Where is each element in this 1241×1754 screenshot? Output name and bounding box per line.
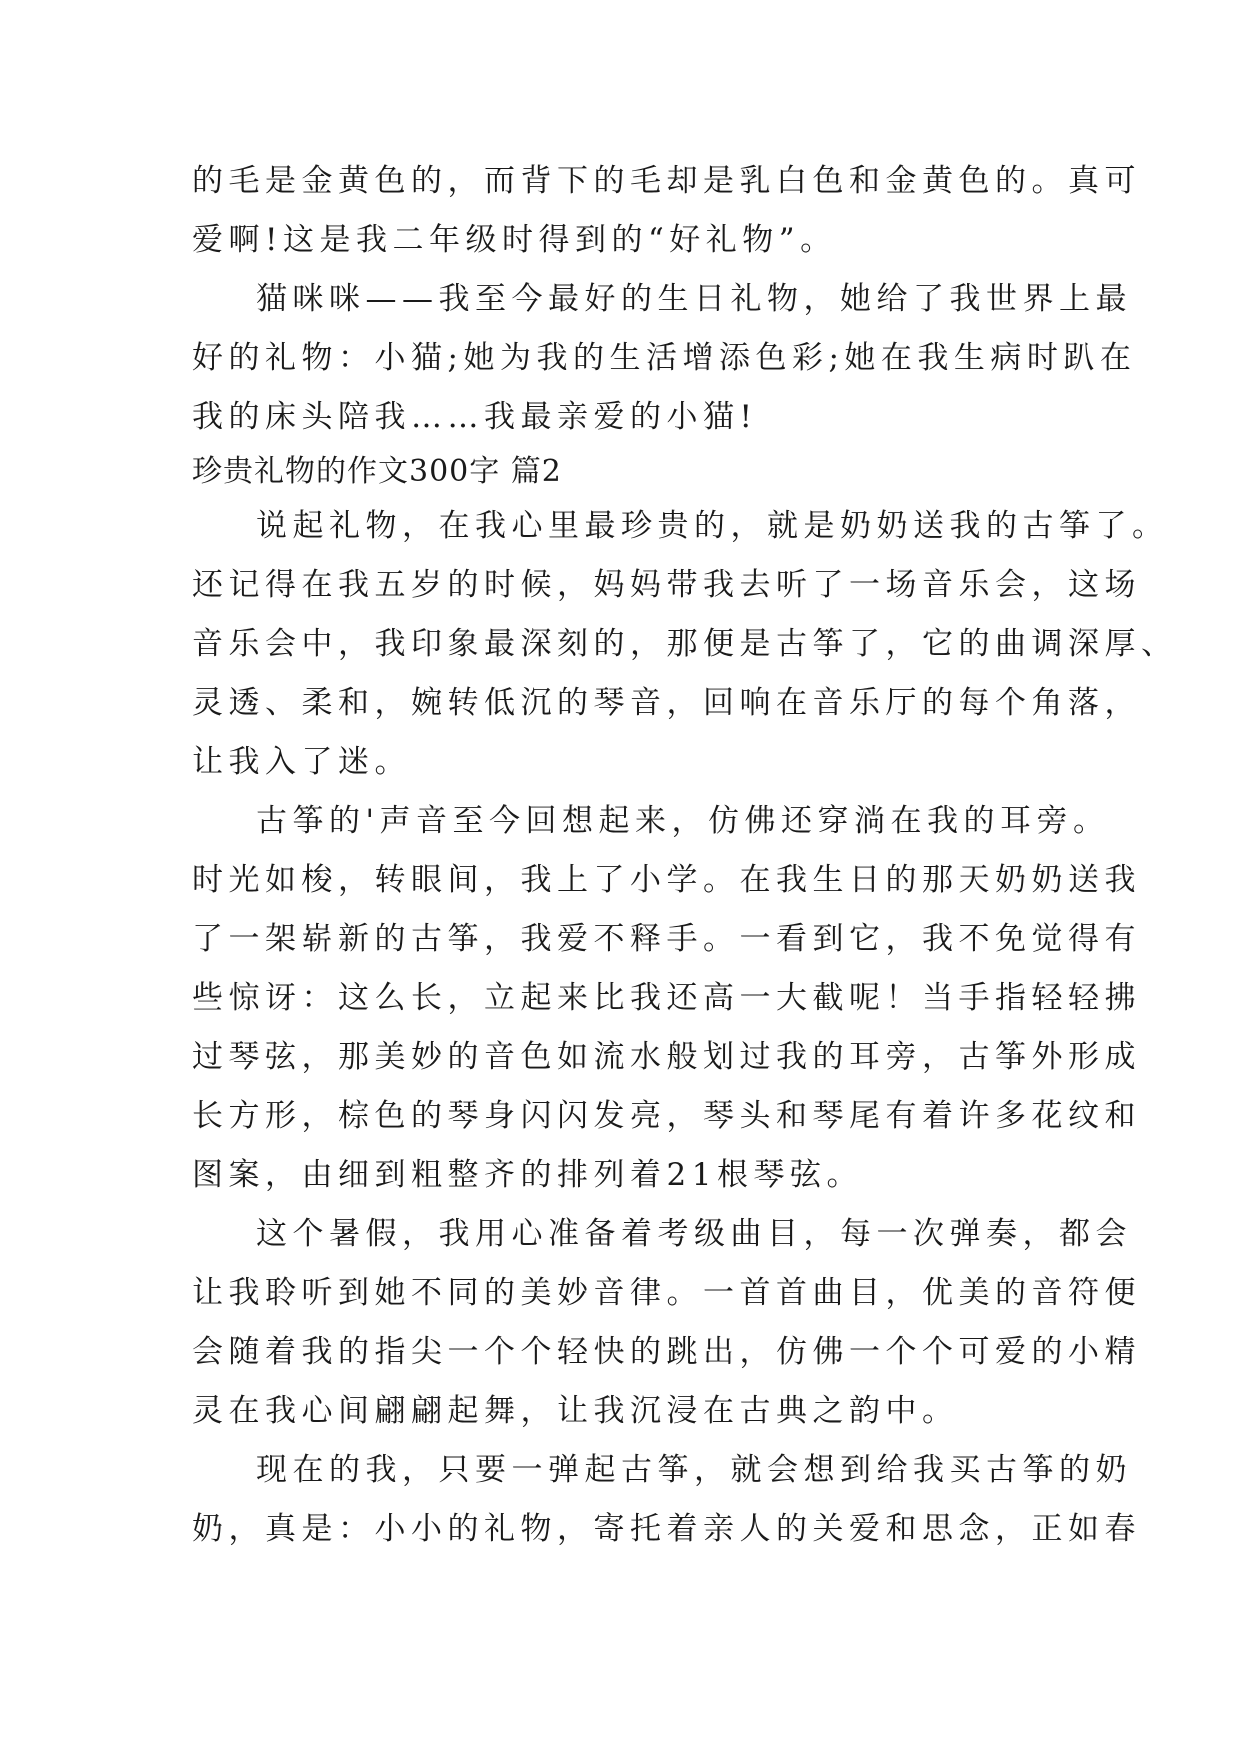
text-line: 灵透、柔和，婉转低沉的琴音，回响在音乐厅的每个角落，	[192, 685, 1141, 721]
paragraph-2	[192, 270, 1137, 447]
text-line: 让我聆听到她不同的美妙音律。一首首曲目，优美的音符便	[192, 1275, 1141, 1311]
document-body	[192, 152, 1178, 1559]
text-line: 好的礼物：小猫;她为我的生活增添色彩;她在我生病时趴在	[192, 340, 1137, 376]
paragraph-5	[192, 1205, 1141, 1441]
text-line: 说起礼物，在我心里最珍贵的，就是奶奶送我的古筝了。	[256, 508, 1169, 544]
section-heading: 珍贵礼物的作文300字 篇2	[192, 454, 562, 489]
text-line: 长方形，棕色的琴身闪闪发亮，琴头和琴尾有着许多花纹和	[192, 1098, 1141, 1134]
text-line: 灵在我心间翩翩起舞，让我沉浸在古典之韵中。	[192, 1393, 959, 1429]
text-line: 时光如梭，转眼间，我上了小学。在我生日的那天奶奶送我	[192, 862, 1141, 898]
text-line: 让我入了迷。	[192, 744, 411, 780]
text-line: 奶，真是：小小的礼物，寄托着亲人的关爱和思念，正如春	[192, 1511, 1141, 1547]
text-line: 古筝的'声音至今回想起来，仿佛还穿淌在我的耳旁。	[256, 803, 1110, 839]
paragraph-4	[192, 792, 1141, 1205]
paragraph-6	[192, 1441, 1141, 1559]
text-line: 的毛是金黄色的，而背下的毛却是乳白色和金黄色的。真可	[192, 163, 1141, 199]
text-line: 图案，由细到粗整齐的排列着21根琴弦。	[192, 1157, 863, 1193]
text-line: 爱啊!这是我二年级时得到的“好礼物”。	[192, 222, 837, 258]
text-line: 些惊讶：这么长，立起来比我还高一大截呢！当手指轻轻拂	[192, 980, 1141, 1016]
text-line: 现在的我，只要一弹起古筝，就会想到给我买古筝的奶	[256, 1452, 1132, 1488]
text-line: 这个暑假，我用心准备着考级曲目，每一次弹奏，都会	[256, 1216, 1132, 1252]
text-line: 还记得在我五岁的时候，妈妈带我去听了一场音乐会，这场	[192, 567, 1141, 603]
paragraph-3	[192, 497, 1178, 792]
text-line: 了一架崭新的古筝，我爱不释手。一看到它，我不免觉得有	[192, 921, 1141, 957]
paragraph-1	[192, 152, 1141, 270]
text-line: 猫咪咪——我至今最好的生日礼物，她给了我世界上最	[256, 281, 1132, 317]
text-line: 我的床头陪我……我最亲爱的小猫!	[192, 399, 758, 435]
text-line: 过琴弦，那美妙的音色如流水般划过我的耳旁，古筝外形成	[192, 1039, 1141, 1075]
text-line: 会随着我的指尖一个个轻快的跳出，仿佛一个个可爱的小精	[192, 1334, 1141, 1370]
text-line: 音乐会中，我印象最深刻的，那便是古筝了，它的曲调深厚、	[192, 626, 1178, 662]
